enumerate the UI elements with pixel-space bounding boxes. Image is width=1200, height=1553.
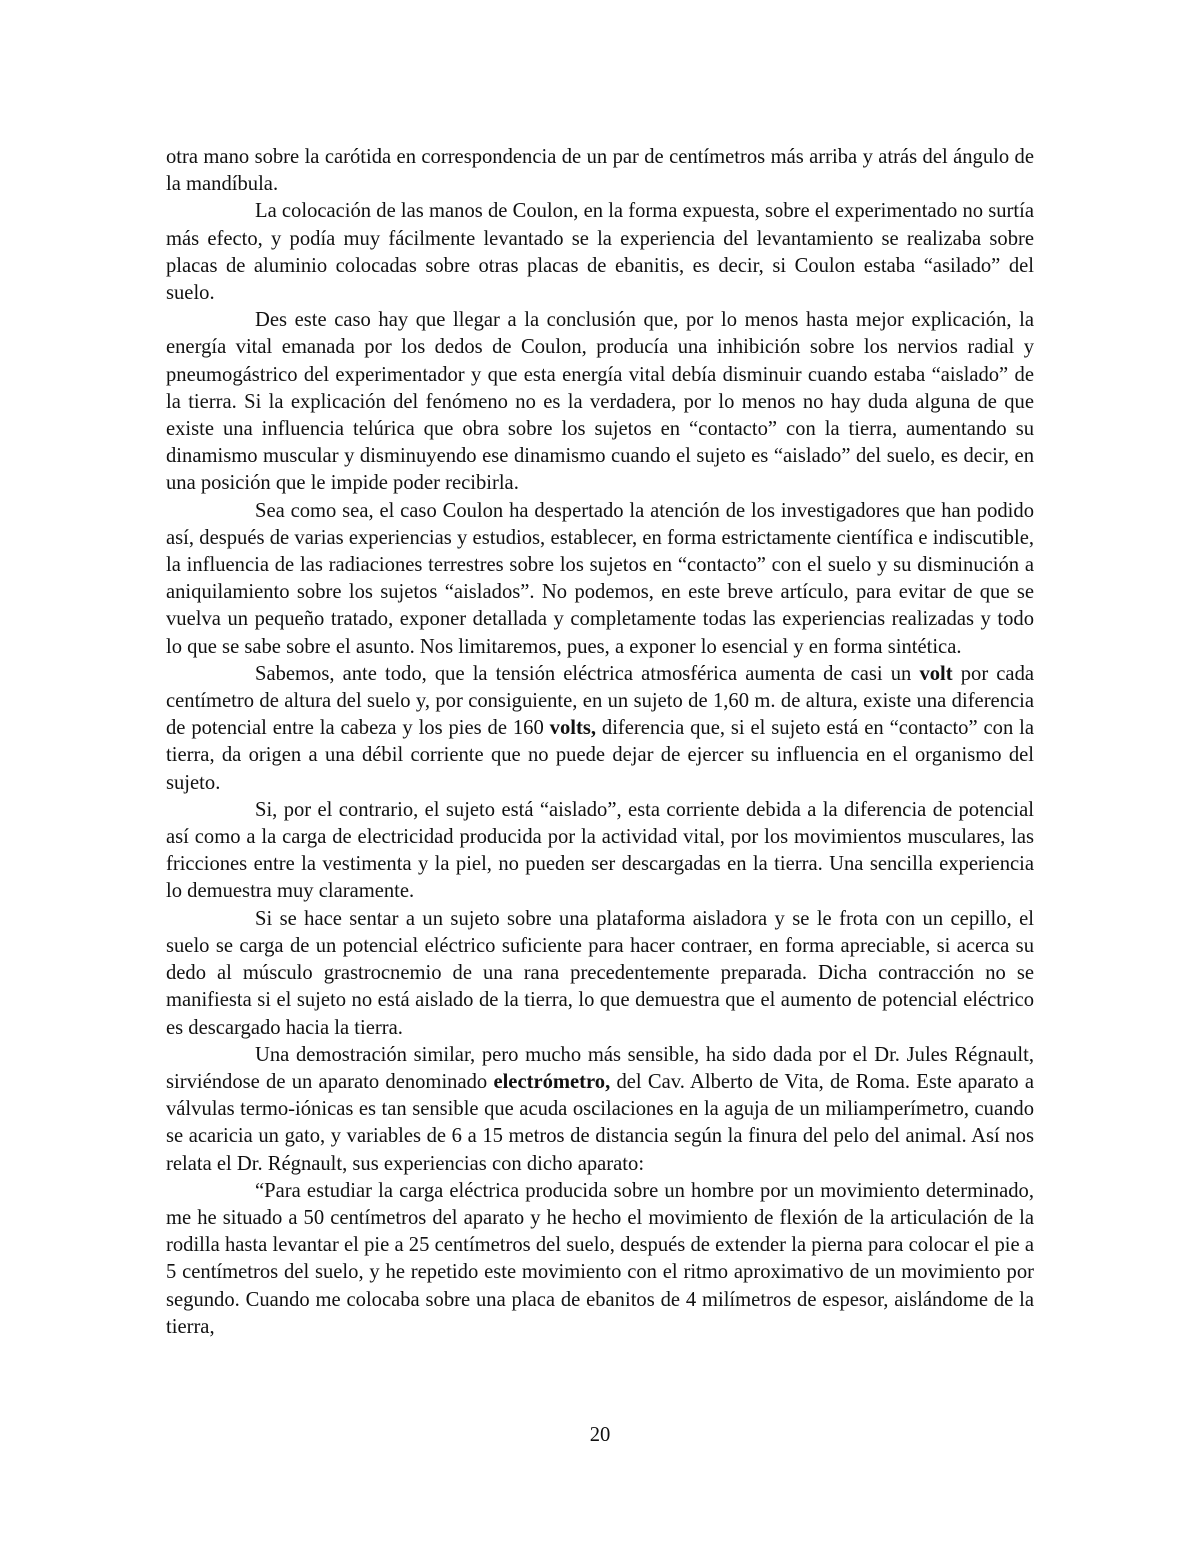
paragraph-text: Sabemos, ante todo, que la tensión eléctrica atmosférica aumenta de casi un [255, 662, 920, 685]
paragraph [166, 1042, 1034, 1178]
paragraph-text: Si se hace sentar a un sujeto sobre una plataforma aisladora y se le frota con un cepillo, el suelo se carga de un potencial eléctrico suficiente para hacer contraer, en forma apreciable, si acerca su dedo al músculo grastrocnemio de una rana precedentemente preparada. Dicha contracción no se manifiesta si el sujeto no está aislado de la tierra, lo que demuestra que el aumento de potencial eléctrico es descargado hacia la tierra. [166, 907, 1034, 1039]
paragraph [166, 797, 1034, 906]
paragraph-text: Des este caso hay que llegar a la conclusión que, por lo menos hasta mejor explicación, la energía vital emanada por los dedos de Coulon, producía una inhibición sobre los nervios radial y pneumogástrico del experimentador y que esta energía vital debía disminuir cuando estaba “aislado” de la tierra. Si la explicación del fenómeno no es la verdadera, por lo menos no hay duda alguna de que existe una influencia telúrica que obra sobre los sujetos en “contacto” con la tierra, aumentando su dinamismo muscular y disminuyendo ese dinamismo cuando el sujeto es “aislado” del suelo, es decir, en una posición que le impide poder recibirla. [166, 309, 1034, 495]
paragraph-text: Si, por el contrario, el sujeto está “aislado”, esta corriente debida a la diferencia de potencial así como a la carga de electricidad producida por la actividad vital, por los movimientos musculares, las fricciones entre la vestimenta y la piel, no pueden ser descargadas en la tierra. Una sencilla experiencia lo demuestra muy claramente. [166, 798, 1034, 903]
paragraph [166, 144, 1034, 198]
paragraph [166, 906, 1034, 1042]
bold-term: volts, [549, 717, 597, 740]
bold-term: volt [919, 662, 953, 685]
bold-term: electrómetro, [493, 1070, 611, 1093]
paragraph-text: diferencia que, si el sujeto está en “contacto” con la tierra, da origen a una débil corriente que no puede dejar de ejercer su influencia en el organismo del sujeto. [166, 717, 1034, 794]
paragraph-text: La colocación de las manos de Coulon, en la forma expuesta, sobre el experimentado no surtía más efecto, y podía muy fácilmente levantado se la experiencia del levantamiento se realizaba sobre placas de aluminio colocadas sobre otras placas de ebanitis, es decir, si Coulon estaba “asilado” del suelo. [166, 200, 1034, 305]
paragraph [166, 307, 1034, 497]
paragraph [166, 1178, 1034, 1341]
paragraph-text: otra mano sobre la carótida en correspondencia de un par de centímetros más arriba y atrás del ángulo de la mandíbula. [166, 146, 1034, 196]
paragraph-text: Sea como sea, el caso Coulon ha despertado la atención de los investigadores que han podido así, después de varias experiencias y estudios, establecer, en forma estrictamente científica e indiscutible, la influencia de las radiaciones terrestres sobre los sujetos en “contacto” con el suelo y su disminución a aniquilamiento sobre los sujetos “aislados”. No podemos, en este breve artículo, para evitar de que se vuelva un pequeño tratado, exponer detallada y completamente todas las experiencias realizadas y todo lo que se sabe sobre el asunto. Nos limitaremos, pues, a exponer lo esencial y en forma sintética. [166, 499, 1034, 658]
paragraph-text: “Para estudiar la carga eléctrica producida sobre un hombre por un movimiento determinado, me he situado a 50 centímetros del aparato y he hecho el movimiento de flexión de la articulación de la rodilla hasta levantar el pie a 25 centímetros del suelo, después de extender la pierna para colocar el pie a 5 centímetros del suelo, y he repetido este movimiento con el ritmo aproximativo de un movimiento por segundo. Cuando me colocaba sobre una placa de ebanitos de 4 milímetros de espesor, aislándome de la tierra, [166, 1179, 1034, 1338]
paragraph-text: Una demostración similar, pero mucho más sensible, ha sido dada por el Dr. Jules Régnault, sirviéndose de un aparato denominado [166, 1043, 1034, 1093]
paragraph [166, 498, 1034, 661]
document-body [166, 144, 1034, 1341]
paragraph [166, 198, 1034, 307]
paragraph-text: por cada centímetro de altura del suelo y, por consiguiente, en un sujeto de 1,60 m. de altura, existe una diferencia de potencial entre la cabeza y los pies de 160 [166, 662, 1035, 740]
paragraph [166, 661, 1034, 797]
paragraph-text: del Cav. Alberto de Vita, de Roma. Este aparato a válvulas termo-iónicas es tan sensible que acuda oscilaciones en la aguja de un miliamperímetro, cuando se acaricia un gato, y variables de 6 a 15 metros de distancia según la finura del pelo del animal. Así nos relata el Dr. Régnault, sus experiencias con dicho aparato: [166, 1070, 1034, 1175]
page-number: 20 [589, 1424, 611, 1446]
